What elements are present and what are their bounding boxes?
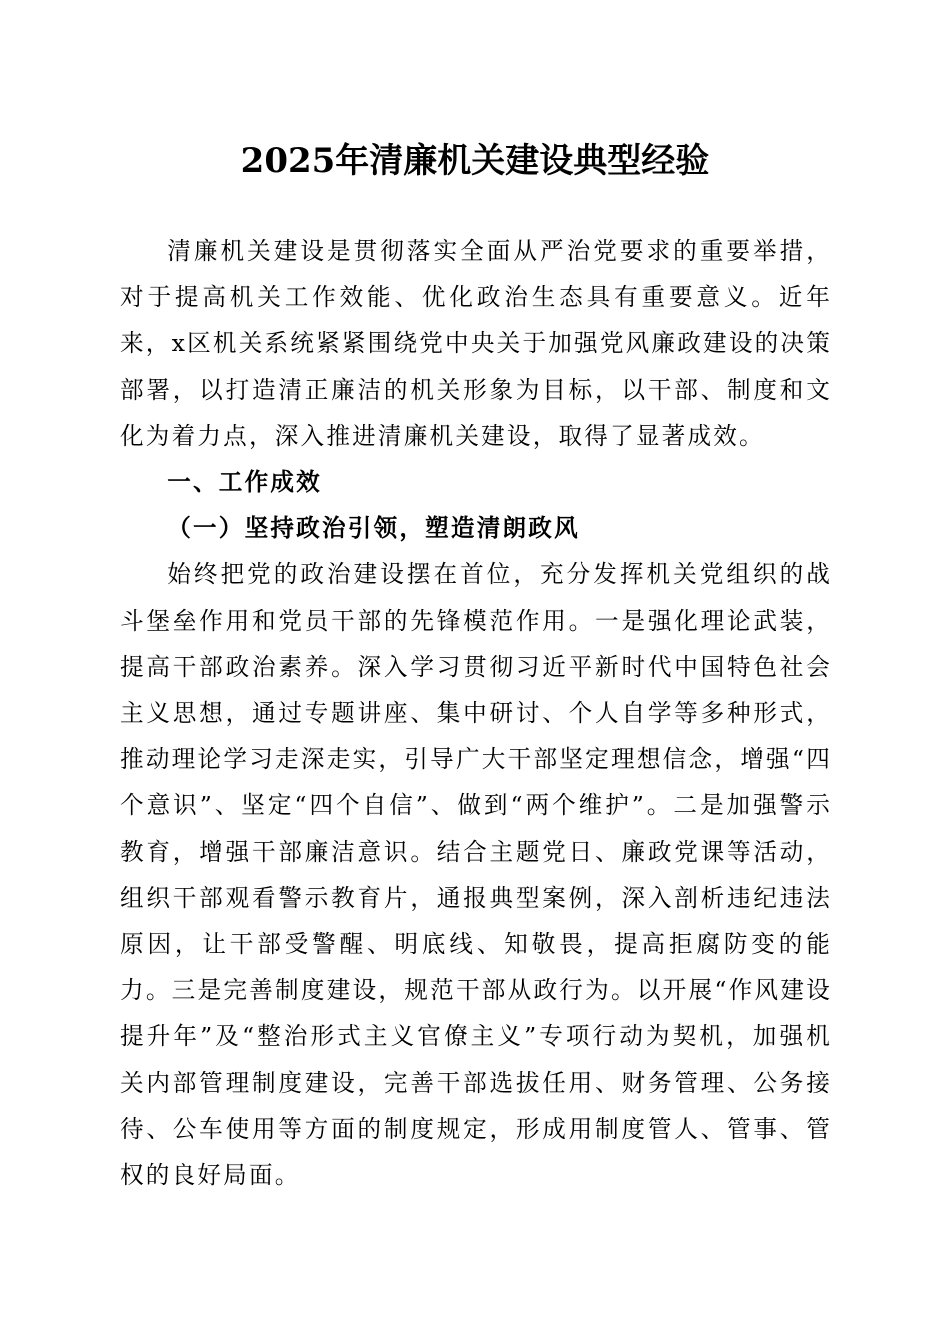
document-body [120,228,832,1198]
subsection-paragraph: 始终把党的政治建设摆在首位，充分发挥机关党组织的战斗堡垒作用和党员干部的先锋模范作用。一是强化理论武装，提高干部政治素养。深入学习贯彻习近平新时代中国特色社会主义思想，通过专题讲座、集中研讨、个人自学等多种形式，推动理论学习走深走实，引导广大干部坚定理想信念，增强“四个意识”、坚定“四个自信”、做到“两个维护”。二是加强警示教育，增强干部廉洁意识。结合主题党日、廉政党课等活动，组织干部观看警示教育片，通报典型案例，深入剖析违纪违法原因，让干部受警醒、明底线、知敬畏，提高拒腐防变的能力。三是完善制度建设，规范干部从政行为。以开展“作风建设提升年”及“整治形式主义官僚主义”专项行动为契机，加强机关内部管理制度建设，完善干部选拔任用、财务管理、公务接待、公车使用等方面的制度规定，形成用制度管人、管事、管权的良好局面。 [120,560,832,1190]
intro-paragraph: 清廉机关建设是贯彻落实全面从严治党要求的重要举措，对于提高机关工作效能、优化政治生态具有重要意义。近年来，x区机关系统紧紧围绕党中央关于加强党风廉政建设的决策部署，以打造清正廉洁的机关形象为目标，以干部、制度和文化为着力点，深入推进清廉机关建设，取得了显著成效。 [120,237,832,450]
subsection-heading: （一）坚持政治引领，塑造清朗政风 [167,514,580,543]
section-heading: 一、工作成效 [167,468,322,497]
document-title: 2025年清廉机关建设典型经验 [240,141,710,181]
